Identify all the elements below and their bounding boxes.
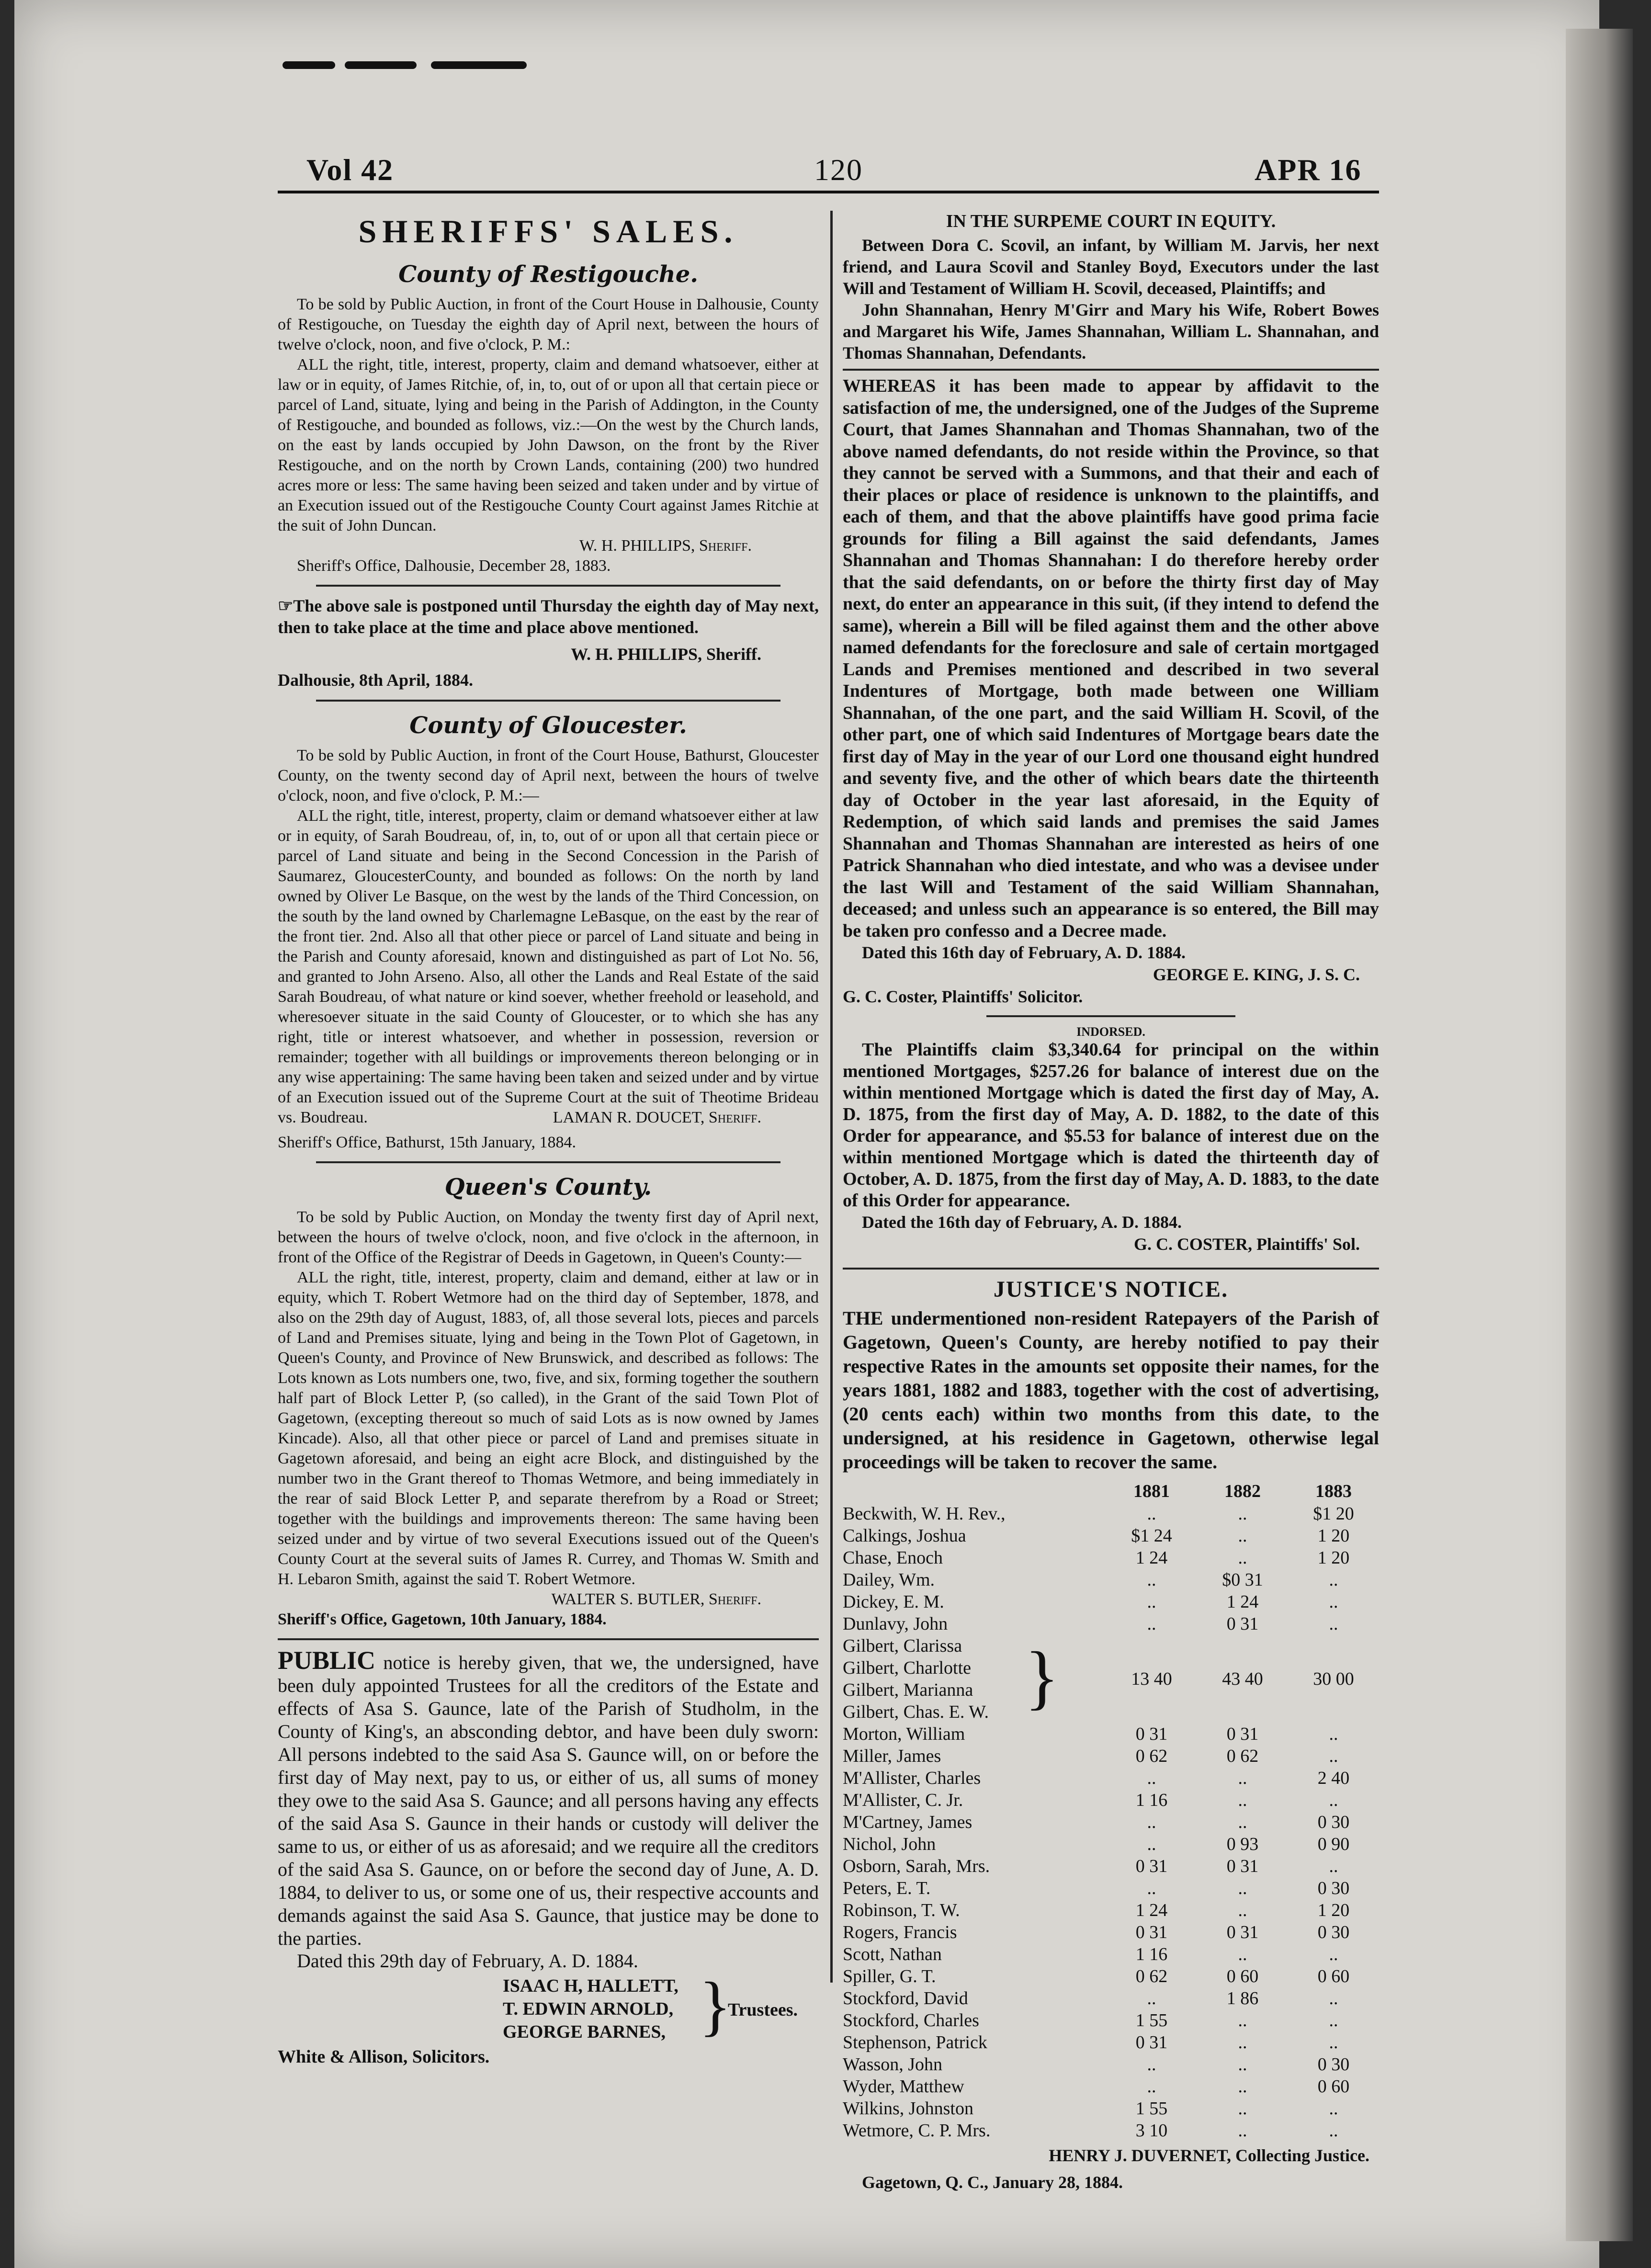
table-row <box>843 2098 1379 2120</box>
restigouche-office: Sheriff's Office, Dalhousie, December 28, 1883. <box>297 557 611 575</box>
table-body <box>843 1503 1379 1635</box>
table-row <box>843 1921 1379 1943</box>
table-cell: 0 30 <box>1317 1812 1350 1832</box>
table-cell: .. <box>1329 1592 1338 1612</box>
public-notice-body: notice is hereby given, that we, the undersigned, have been duly appointed Trustees for all the creditors of the Estate and effects of Asa S. Gaunce, late of the Parish of Studholm, in the County of King's, an absconding debtor, and have been duly sworn: All persons indebted to the said Asa S. Gaunce will, on or before the first day of May next, pay to us, or either of us, all sums of money they owe to the said Asa S. Gaunce; and all persons having any effects of the said Asa S. Gaunce in their hands or custody will deliver the same to us, or either of us as aforesaid; and we require all the creditors of the said Asa S. Gaunce, on or before the second day of June, A. D. 1884, to deliver to us, or some one of us, their respective accounts and demands against the said Asa S. Gaunce, that justice may be done to the parties. <box>278 1652 819 1949</box>
table-cell: .. <box>1147 2076 1156 2097</box>
table-row <box>843 1745 1379 1767</box>
restigouche-heading: County of Restigouche. <box>398 261 698 288</box>
table-row <box>843 1811 1379 1833</box>
table-cell: .. <box>1329 2121 1338 2141</box>
table-cell: 1 86 <box>1226 1988 1259 2008</box>
trustees-label: Trustees. <box>728 2000 798 2020</box>
justices-notice-title: JUSTICE'S NOTICE. <box>993 1277 1229 1302</box>
table-cell: .. <box>1147 1834 1156 1854</box>
dalhousie-date: Dalhousie, 8th April, 1884. <box>278 670 474 690</box>
divider <box>278 1638 819 1640</box>
court-defendants: John Shannahan, Henry M'Girr and Mary his Wife, Robert Bowes and Margaret his Wife, James Shannahan, William L. Shannahan, and Thomas Shannahan, Defendants. <box>843 300 1379 363</box>
plaintiffs-solicitor: G. C. Coster, Plaintiffs' Solicitor. <box>843 987 1083 1006</box>
table-cell: 1 16 <box>1135 1944 1168 1964</box>
indorsed-dated: Dated the 16th day of February, A. D. 1884. <box>862 1213 1182 1232</box>
court-dated: Dated this 16th day of February, A. D. 1884. <box>862 943 1186 962</box>
table-cell: 0 60 <box>1317 2076 1350 2097</box>
table-row-name: Nichol, John <box>843 1834 936 1854</box>
table-cell: .. <box>1238 2010 1247 2030</box>
table-cell: .. <box>1329 2032 1338 2053</box>
divider <box>986 1015 1235 1017</box>
queens-sheriff: WALTER S. BUTLER, Sheriff. <box>551 1590 761 1608</box>
page-number: 120 <box>814 153 863 187</box>
trustee-name: ISAAC H, HALLETT, <box>503 1976 678 1996</box>
table-row-name: Peters, E. T. <box>843 1878 931 1898</box>
divider <box>316 585 780 587</box>
divider <box>843 369 1379 371</box>
table-cell: 0 62 <box>1135 1746 1168 1766</box>
table-row-name: Wetmore, C. P. Mrs. <box>843 2121 991 2141</box>
restigouche-body: ALL the right, title, interest, property, claim and demand whatsoever, either at law or in equity, of James Ritchie, of, in, to, out of or upon all that certain piece or parcel of Land, situate, lying and being in the Parish of Addington, in the County of Restigouche, and bounded as follows, viz.:—On the west by the Church lands, on the east by lands occupied by John Dawson, on the front by the River Restigouche, and on the north by Crown Lands, containing (200) two hundred acres more or less: The same having been seized and taken under and by virtue of an Execution issued out of the Restigouche County Court against James Ritchie at the suit of John Duncan. <box>278 356 819 534</box>
table-row <box>843 2053 1379 2075</box>
table-cell: 0 31 <box>1226 1922 1259 1942</box>
table-cell: 0 93 <box>1226 1834 1259 1854</box>
right-column <box>843 211 1379 2193</box>
table-cell: .. <box>1329 1614 1338 1634</box>
table-row <box>843 1569 1379 1591</box>
table-cell: .. <box>1147 1592 1156 1612</box>
table-row <box>843 2075 1379 2098</box>
table-row <box>843 1965 1379 1987</box>
header-rule <box>278 191 1379 193</box>
table-cell: .. <box>1238 2121 1247 2141</box>
table-cell: $0 31 <box>1222 1570 1263 1590</box>
table-cell: .. <box>1238 2098 1247 2119</box>
table-cell: .. <box>1238 1878 1247 1898</box>
table-cell: .. <box>1147 1570 1156 1590</box>
justice-signature: HENRY J. DUVERNET, Collecting Justice. <box>1049 2146 1369 2165</box>
queens-intro: To be sold by Public Auction, on Monday the twenty first day of April next, between the hours of twelve o'clock, noon, and five o'clock in the afternoon, in front of the Office of the Registrar of Deeds in Gagetown, in Queen's County:— <box>278 1208 819 1266</box>
gloucester-intro: To be sold by Public Auction, in front of the Court House, Bathurst, Gloucester County, on the twenty second day of April next, between the hours of twelve o'clock, noon, and five o'clock, P. M.:— <box>278 747 819 805</box>
table-cell: 1 20 <box>1317 1900 1350 1920</box>
table-cell: .. <box>1147 1878 1156 1898</box>
judge-signature: GEORGE E. KING, J. S. C. <box>1153 965 1360 984</box>
table-cell: 0 31 <box>1226 1614 1259 1634</box>
table-row-name: Osborn, Sarah, Mrs. <box>843 1856 990 1876</box>
table-cell: 0 30 <box>1317 1878 1350 1898</box>
table-cell: 1 20 <box>1317 1548 1350 1568</box>
divider <box>843 1268 1379 1270</box>
table-row-name: Gilbert, Chas. E. W. <box>843 1702 989 1722</box>
table-row-name: Wyder, Matthew <box>843 2076 964 2097</box>
table-cell: .. <box>1238 2076 1247 2097</box>
indorsed-label: INDORSED. <box>1076 1025 1145 1039</box>
table-cell: $1 20 <box>1313 1504 1354 1524</box>
table-cell: 0 60 <box>1317 1966 1350 1986</box>
table-cell: 2 40 <box>1317 1768 1350 1788</box>
table-cell: 0 90 <box>1317 1834 1350 1854</box>
table-row <box>843 1503 1379 1525</box>
table-cell: 1 55 <box>1135 2010 1168 2030</box>
table-row-name: M'Allister, C. Jr. <box>843 1790 963 1810</box>
table-row-name: Gilbert, Charlotte <box>843 1658 972 1678</box>
table-cell: 0 31 <box>1135 1856 1168 1876</box>
queens-body: ALL the right, title, interest, property, claim and demand, either at law or in equity, which T. Robert Wetmore had on the third day of September, 1878, and also on the 29th day of August, 1883, of, all those several lots, pieces and parcels of Land and Premises situate, lying and being in the Town Plot of Gagetown, in Queen's County, and Province of New Brunswick, and described as follows: The Lots known as Lots numbers one, two, five, and six, forming together the southern half part of Block Letter P, (so called), in the Grant of the said Town Plot of Gagetown, (excepting thereout so much of said Lots as is now owned by James Kincade). Also, all that other piece or parcel of Land and premises situate in Gagetown aforesaid, and being an eight acre Block, and distinguished by the number two in the Grant thereof to Thomas Wetmore, and being immediately in the rear of said Block Letter P, and separate therefrom by a Road or Street; together with the buildings and improvements thereon: The same having been seized under and by virtue of two several Executions issued out of the Queen's County Court at the several suits of James R. Currey, and Thomas W. Smith and H. Lebaron Smith, against the said T. Robert Wetmore. <box>278 1269 819 1588</box>
gloucester-heading: County of Gloucester. <box>409 712 687 739</box>
table-row-name: Miller, James <box>843 1746 941 1766</box>
table-cell: 0 31 <box>1135 1922 1168 1942</box>
table-row-name: Gilbert, Marianna <box>843 1680 973 1700</box>
court-parties: Between Dora C. Scovil, an infant, by William M. Jarvis, her next friend, and Laura Scovil and Stanley Boyd, Executors under the last Will and Testament of William H. Scovil, deceased, Plaintiffs; and <box>843 236 1379 298</box>
table-cell: .. <box>1238 2032 1247 2053</box>
table-row-name: Robinson, T. W. <box>843 1900 960 1920</box>
table-row <box>843 1855 1379 1877</box>
table-row-name: Dunlavy, John <box>843 1614 948 1634</box>
top-mark <box>431 61 527 69</box>
table-cell: .. <box>1329 1988 1338 2008</box>
table-row <box>843 1591 1379 1613</box>
table-row-name: Calkings, Joshua <box>843 1526 966 1546</box>
gloucester-office: Sheriff's Office, Bathurst, 15th January, 1884. <box>278 1134 577 1151</box>
solicitors: White & Allison, Solicitors. <box>278 2047 490 2067</box>
sheriffs-sales-title: SHERIFFS' SALES. <box>358 213 738 249</box>
table-row-name: Stephenson, Patrick <box>843 2032 987 2053</box>
table-cell: .. <box>1238 1790 1247 1810</box>
table-cell: .. <box>1329 1570 1338 1590</box>
table-row-name: Stockford, David <box>843 1988 968 2008</box>
table-cell: $1 24 <box>1131 1526 1172 1546</box>
table-cell: 0 62 <box>1135 1966 1168 1986</box>
book-edge <box>1566 29 1633 2241</box>
table-cell: .. <box>1329 1746 1338 1766</box>
table-cell: .. <box>1329 1724 1338 1744</box>
restigouche-intro: To be sold by Public Auction, in front of the Court House in Dalhousie, County of Restigouche, on Tuesday the eighth day of April next, between the hours of twelve o'clock, noon, and five o'clock, P. M.: <box>278 295 819 353</box>
ratepayers-table <box>843 1480 1379 2142</box>
table-cell: 13 40 <box>1131 1669 1172 1689</box>
queens-heading: Queen's County. <box>444 1174 652 1201</box>
table-row-name: Morton, William <box>843 1724 965 1744</box>
postponed-notice: ☞The above sale is postponed until Thursday the eighth day of May next, then to take place at the time and place above mentioned. <box>278 596 819 637</box>
table-row <box>843 1789 1379 1811</box>
table-cell: 1 24 <box>1135 1900 1168 1920</box>
table-cell: .. <box>1238 1944 1247 1964</box>
brace: } <box>1025 1637 1059 1717</box>
table-row <box>843 1877 1379 1899</box>
court-order-body: WHEREAS it has been made to appear by affidavit to the satisfaction of me, the undersigned, one of the Judges of the Supreme Court, that James Shannahan and Thomas Shannahan, two of the above named defendants, do not reside within the Province, so that they cannot be served with a Summons, and that their and each of their places or place of residence is unknown to the plaintiffs, and each of them, and that the above plaintiffs have good prima facie grounds for filing a Bill against the said defendants, James Shannahan and Thomas Shannahan: I do therefore hereby order that the said defendants, on or before the thirty first day of May next, do enter an appearance in this suit, (if they intend to defend the same), wherein a Bill will be filed against them and the other above named defendants for the foreclosure and sale of certain mortgaged Lands and Premises mentioned and described in two several Indentures of Mortgage, both made between one William Shannahan, of the one part, and the said William H. Scovil, of the other part, one of which said Indentures of Mortgage bears date the first day of May in the year of our Lord one thousand eight hundred and seventy five, and the other of which bears date the thirteenth day of October in the year last aforesaid, in the Equity of Redemption, of which said lands and premises the said James Shannahan and Thomas Shannahan are interested as heirs of one Patrick Shannahan who died intestate, and who was a devisee under the last Will and Testament of the said William Shannahan, deceased; and unless such an appearance is so entered, the Bill may be taken pro confesso and a Decree made. <box>843 376 1379 941</box>
table-cell: .. <box>1329 1944 1338 1964</box>
table-row <box>843 1899 1379 1921</box>
trustee-name: T. EDWIN ARNOLD, <box>503 1999 674 2019</box>
year-header: 1883 <box>1315 1481 1352 1501</box>
table-row-name: M'Allister, Charles <box>843 1768 981 1788</box>
table-row-name: Rogers, Francis <box>843 1922 957 1942</box>
table-cell: 43 40 <box>1222 1669 1263 1689</box>
table-row-name: Chase, Enoch <box>843 1548 943 1568</box>
table-header-row <box>843 1480 1379 1503</box>
year-header: 1882 <box>1224 1481 1261 1501</box>
table-row-name: Gilbert, Clarissa <box>843 1636 962 1656</box>
table-row <box>843 2120 1379 2142</box>
table-cell: 0 31 <box>1226 1856 1259 1876</box>
left-column <box>278 211 819 2068</box>
table-row <box>843 1525 1379 1547</box>
court-title: IN THE SURPEME COURT IN EQUITY. <box>946 211 1276 231</box>
table-row <box>843 1723 1379 1745</box>
table-cell: .. <box>1147 1812 1156 1832</box>
issue-date: APR 16 <box>1255 153 1362 187</box>
table-row <box>843 1987 1379 2009</box>
table-cell: 30 00 <box>1313 1669 1354 1689</box>
table-cell: 0 31 <box>1226 1724 1259 1744</box>
trustee-name: GEORGE BARNES, <box>503 2022 666 2042</box>
top-mark <box>283 61 335 69</box>
table-cell: .. <box>1329 2098 1338 2119</box>
gloucester-sheriff: LAMAN R. DOUCET, Sheriff. <box>553 1109 761 1126</box>
table-cell: .. <box>1238 1812 1247 1832</box>
table-cell: 0 60 <box>1226 1966 1259 1986</box>
justices-notice-body: THE undermentioned non-resident Ratepayers of the Parish of Gagetown, Queen's County, are hereby notified to pay their respective Rates in the amounts set opposite their names, for the years 1881, 1882 and 1883, together with the cost of advertising, (20 cents each) within two months from this date, to the undersigned, at his residence in Gagetown, otherwise legal proceedings will be taken to recover the same. <box>843 1307 1379 1473</box>
table-cell: .. <box>1329 1790 1338 1810</box>
top-mark <box>345 61 417 69</box>
public-notice-dated: Dated this 29th day of February, A. D. 1884. <box>297 1950 638 1972</box>
table-cell: .. <box>1238 1548 1247 1568</box>
gloucester-body: ALL the right, title, interest, property, claim or demand whatsoever either at law or in equity, of Sarah Boudreau, of, in, to, out of or upon all that certain piece or parcel of Land situate and being in the Second Concession in the Parish of Saumarez, GloucesterCounty, and bounded as follows: On the north by land owned by Oliver Le Basque, on the west by the lands of the Third Concession, on the south by the land owned by Charlemagne LeBasque, on the east by the rear of the front tier. 2nd. Also all that other piece or parcel of Land situate and being in the Parish and County aforesaid, known and distinguished as part of Lot No. 56, and granted to John Arseno. Also, all other the Lands and Real Estate of the said Sarah Boudreau, of what nature or kind soever, whether freehold or leasehold, and wheresoever situate in the said County of Gloucester, or to which she has any right, title or interest whatsoever, and whether in possession, reversion or remainder; together with all buildings or improvements thereon belonging or in any wise appertaining: The same having been taken and seized under and by virtue of an Execution issued out of the Supreme Court at the suit of Theotime Brideau vs. Boudreau. <box>278 807 819 1126</box>
table-cell: 1 24 <box>1135 1548 1168 1568</box>
table-cell: 0 30 <box>1317 2054 1350 2075</box>
table-cell: 1 16 <box>1135 1790 1168 1810</box>
trustees-block <box>278 1969 819 2046</box>
table-row <box>843 1767 1379 1789</box>
table-row-name: Dailey, Wm. <box>843 1570 935 1590</box>
table-cell: .. <box>1238 1768 1247 1788</box>
table-cell: .. <box>1238 2054 1247 2075</box>
table-cell: 0 31 <box>1135 1724 1168 1744</box>
table-cell: .. <box>1147 1504 1156 1524</box>
table-row-name: Scott, Nathan <box>843 1944 942 1964</box>
brace: } <box>699 1969 732 2043</box>
table-row-name: Dickey, E. M. <box>843 1592 944 1612</box>
table-cell: 0 30 <box>1317 1922 1350 1942</box>
volume-label: Vol 42 <box>306 153 394 187</box>
table-cell: .. <box>1238 1504 1247 1524</box>
table-body <box>843 1723 1379 2142</box>
table-row <box>843 1943 1379 1965</box>
table-cell: 1 20 <box>1317 1526 1350 1546</box>
table-cell: 0 31 <box>1135 2032 1168 2053</box>
restigouche-sheriff-2: W. H. PHILLIPS, Sheriff. <box>571 645 761 664</box>
year-header: 1881 <box>1133 1481 1170 1501</box>
table-cell: .. <box>1238 1900 1247 1920</box>
table-cell: .. <box>1147 1614 1156 1634</box>
restigouche-sheriff: W. H. PHILLIPS, Sheriff. <box>579 537 752 555</box>
table-row-name: M'Cartney, James <box>843 1812 973 1832</box>
table-cell: 3 10 <box>1135 2121 1168 2141</box>
divider <box>316 700 780 702</box>
table-cell: .. <box>1147 2054 1156 2075</box>
table-row <box>843 2009 1379 2031</box>
table-cell: .. <box>1147 1988 1156 2008</box>
table-row <box>843 1547 1379 1569</box>
public-notice-lead: PUBLIC <box>278 1646 376 1675</box>
table-row <box>843 1833 1379 1855</box>
table-cell: 1 24 <box>1226 1592 1259 1612</box>
justice-dated: Gagetown, Q. C., January 28, 1884. <box>862 2173 1123 2192</box>
indorsed-claim: The Plaintiffs claim $3,340.64 for principal on the within mentioned Mortgages, $257.26 for balance of interest due on the within mentioned Mortgage which is dated the first day of May, A. D. 1875, from the first day of May, A. D. 1882, to the date of this Order for appearance, and $5.53 for balance of interest due on the within mentioned Mortgage which is dated the thirteenth day of October, A. D. 1875, from the first day of May, A. D. 1883, to the date of this Order for appearance. <box>843 1040 1379 1211</box>
table-row-name: Beckwith, W. H. Rev., <box>843 1504 1006 1524</box>
gilbert-group <box>843 1635 1379 1723</box>
table-row-name: Wasson, John <box>843 2054 943 2075</box>
divider <box>316 1161 780 1163</box>
table-row <box>843 1613 1379 1635</box>
table-cell: .. <box>1238 1526 1247 1546</box>
table-row-name: Wilkins, Johnston <box>843 2098 973 2119</box>
table-cell: 1 55 <box>1135 2098 1168 2119</box>
queens-office: Sheriff's Office, Gagetown, 10th January, 1884. <box>278 1610 607 1628</box>
table-cell: .. <box>1147 1768 1156 1788</box>
indorsed-signature: G. C. COSTER, Plaintiffs' Sol. <box>1133 1235 1360 1254</box>
table-cell: .. <box>1329 1856 1338 1876</box>
table-row-name: Stockford, Charles <box>843 2010 979 2030</box>
table-cell: 0 62 <box>1226 1746 1259 1766</box>
table-row <box>843 2031 1379 2053</box>
table-cell: .. <box>1329 2010 1338 2030</box>
table-row-name: Spiller, G. T. <box>843 1966 936 1986</box>
column-divider <box>830 211 833 1983</box>
